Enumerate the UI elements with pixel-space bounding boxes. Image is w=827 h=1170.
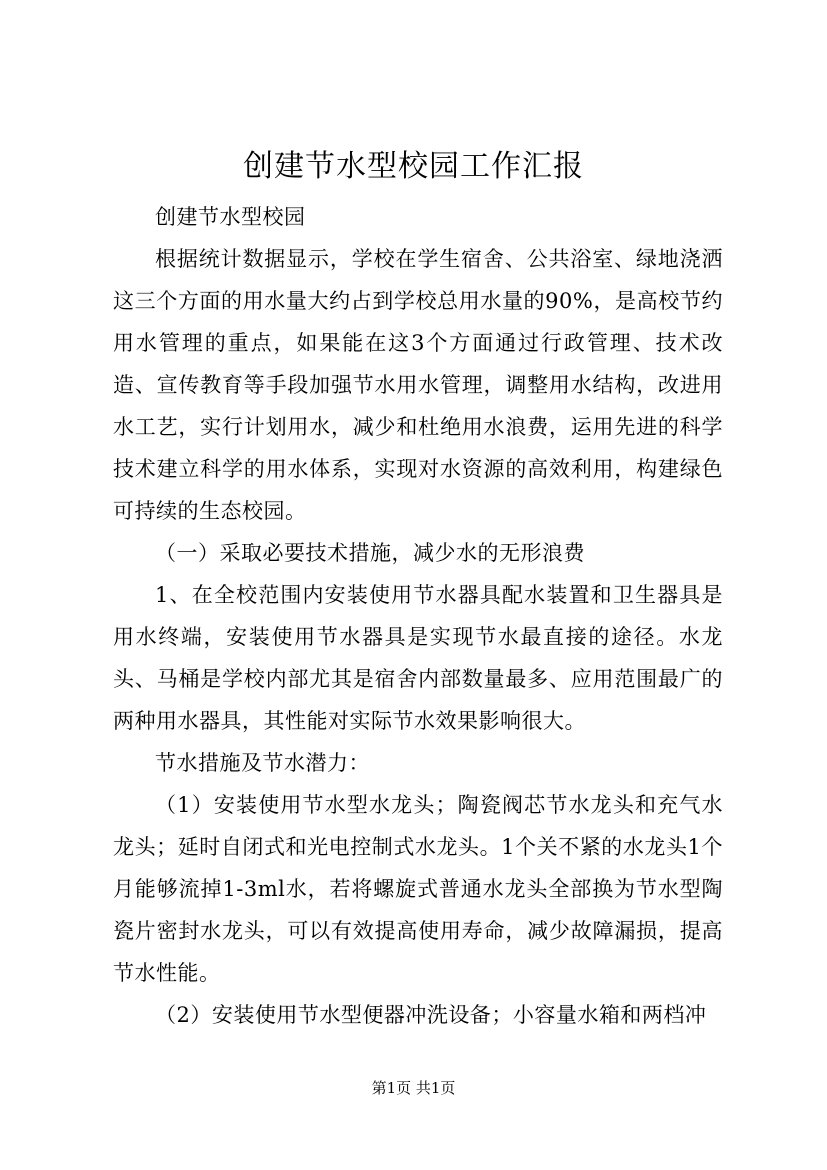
paragraph-toilet: （2）安装使用节水型便器冲洗设备；小容量水箱和两档冲	[155, 1003, 707, 1027]
document-subtitle: 创建节水型校园	[155, 205, 306, 229]
page-number-footer: 第1页 共1页	[371, 1079, 456, 1097]
section-heading-1: （一）采取必要技术措施，减少水的无形浪费	[155, 541, 585, 565]
paragraph-intro: 根据统计数据显示，学校在学生宿舍、公共浴室、绿地浇洒这三个方面的用水量大约占到学校总用水量的90%，是高校节约用水管理的重点，如果能在这3个方面通过行政管理、技术改造、宣传教育等手段加强节水用水管理，调整用水结构，改进用水工艺，实行计划用水，减少和杜绝用水浪费，运用先进的科学技术建立科学的用水体系，实现对水资源的高效利用，构建绿色可持续的生态校园。	[113, 247, 723, 523]
paragraph-faucet: （1）安装使用节水型水龙头；陶瓷阀芯节水龙头和充气水龙头；延时自闭式和光电控制式水龙头。1个关不紧的水龙头1个月能够流掉1-3ml水，若将螺旋式普通水龙头全部换为节水型陶瓷片密封水龙头，可以有效提高使用寿命，减少故障漏损，提高节水性能。	[113, 793, 723, 985]
paragraph-measures-heading: 节水措施及节水潜力：	[155, 751, 370, 775]
paragraph-item-1: 1、在全校范围内安装使用节水器具配水装置和卫生器具是用水终端，安装使用节水器具是实现节水最直接的途径。水龙头、马桶是学校内部尤其是宿舍内部数量最多、应用范围最广的两种用水器具，其性能对实际节水效果影响很大。	[113, 583, 723, 733]
document-title: 创建节水型校园工作汇报	[243, 149, 584, 184]
